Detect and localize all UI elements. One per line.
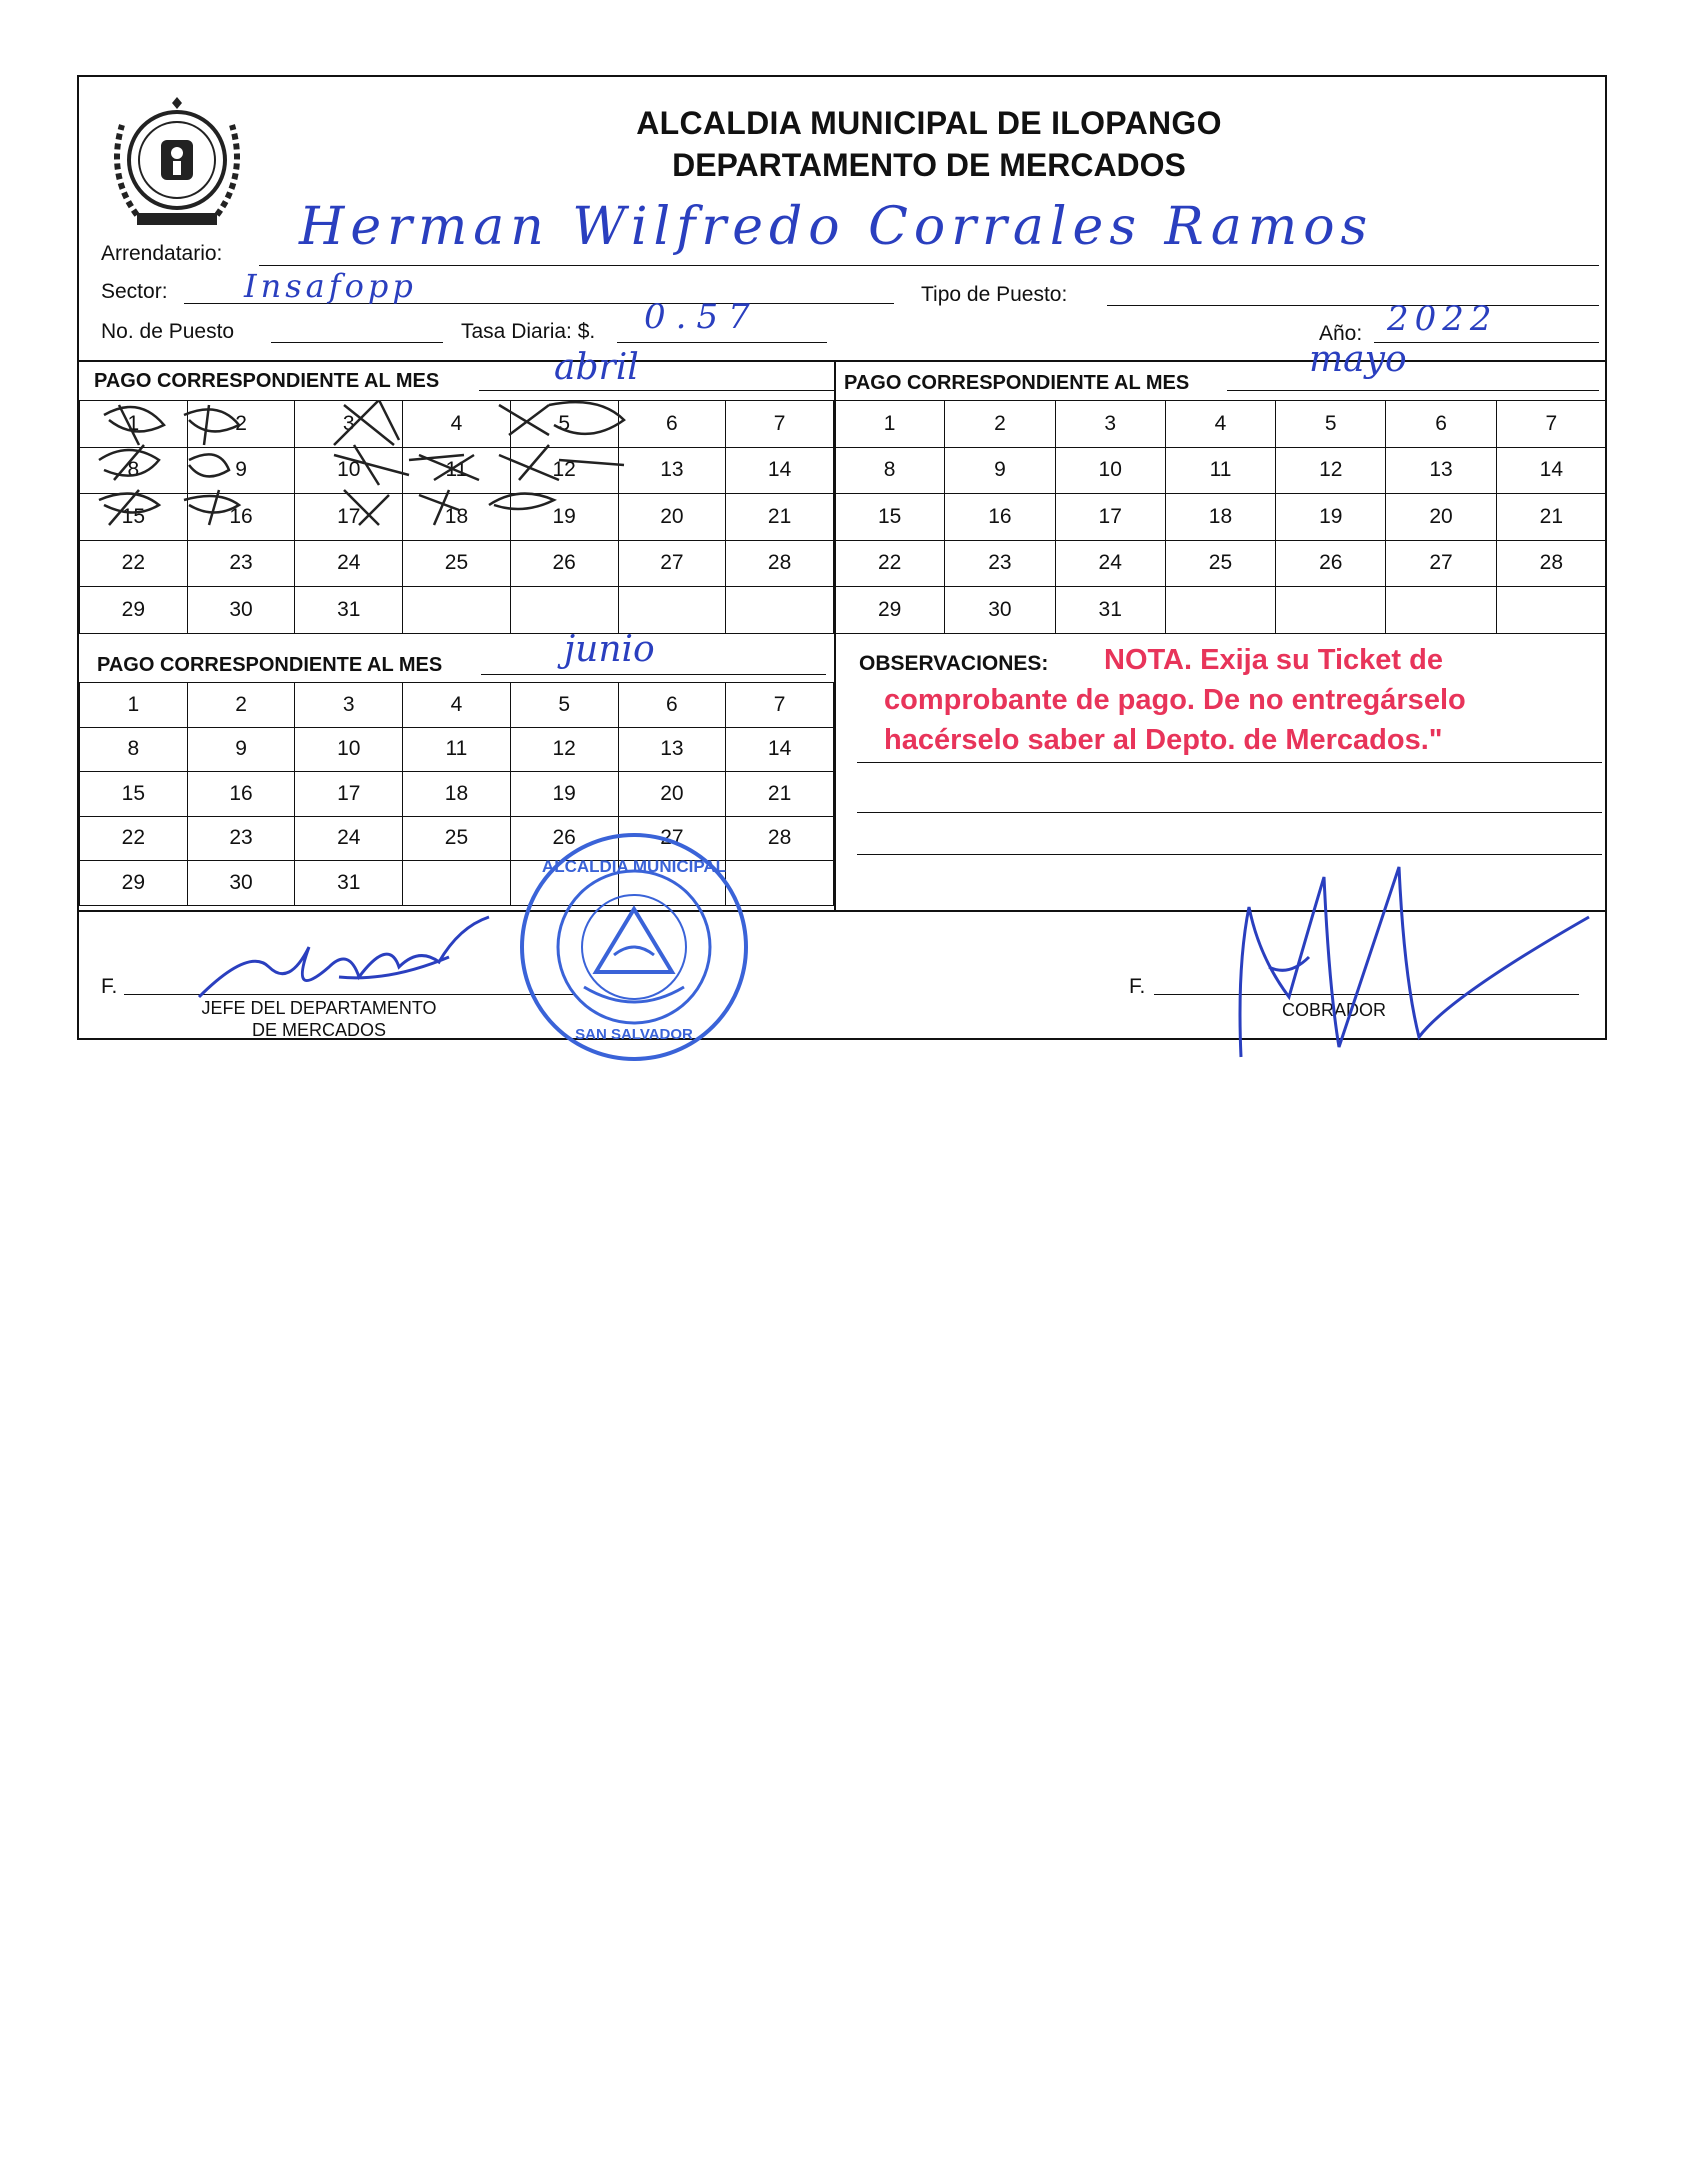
calendar-day-cell: 7 xyxy=(1496,401,1606,448)
calendar-day-cell xyxy=(403,587,511,634)
calendar-day-cell: 5 xyxy=(510,401,618,448)
calendar-week-row xyxy=(80,727,834,772)
calendar-day-cell: 11 xyxy=(1165,447,1275,494)
sig-left-prefix: F. xyxy=(101,975,118,998)
calendar-day-cell: 13 xyxy=(1386,447,1496,494)
header-municipality: ALCALDIA MUNICIPAL DE ILOPANGO xyxy=(636,105,1222,141)
calendar-day-cell: 22 xyxy=(835,540,945,587)
calendar-day-cell: 27 xyxy=(1386,540,1496,587)
calendar-day-cell: 7 xyxy=(726,401,834,448)
calendar-day-cell xyxy=(618,587,726,634)
calendar-day-cell xyxy=(726,587,834,634)
calendar-day-cell: 9 xyxy=(945,447,1055,494)
calendar-day-cell: 12 xyxy=(1276,447,1386,494)
month-3-label: PAGO CORRESPONDIENTE AL MES xyxy=(97,654,443,676)
calendar-day-cell: 14 xyxy=(726,447,834,494)
calendar-week-row xyxy=(835,494,1607,541)
calendar-day-cell: 26 xyxy=(510,540,618,587)
market-payment-card xyxy=(77,75,1607,1043)
calendar-day-cell: 15 xyxy=(835,494,945,541)
arrendatario-handwritten: Herman Wilfredo Corrales Ramos xyxy=(299,197,1374,257)
signature-cobrador xyxy=(1229,847,1609,1067)
calendar-day-cell: 21 xyxy=(726,494,834,541)
calendar-day-cell: 16 xyxy=(945,494,1055,541)
calendar-day-cell: 24 xyxy=(295,540,403,587)
calendar-day-cell: 4 xyxy=(1165,401,1275,448)
calendar-day-cell: 7 xyxy=(726,683,834,728)
calendar-day-cell: 13 xyxy=(618,447,726,494)
month-1-line xyxy=(479,390,834,391)
calendar-day-cell: 22 xyxy=(80,540,188,587)
calendar-day-cell: 2 xyxy=(187,683,295,728)
calendar-day-cell: 2 xyxy=(945,401,1055,448)
no-puesto-line xyxy=(271,342,443,343)
obs-line-1 xyxy=(857,762,1602,763)
calendar-day-cell: 20 xyxy=(1386,494,1496,541)
calendar-day-cell: 1 xyxy=(80,401,188,448)
calendar-day-cell: 27 xyxy=(618,540,726,587)
calendar-day-cell: 9 xyxy=(187,727,295,772)
calendar-day-cell: 30 xyxy=(945,587,1055,634)
calendar-day-cell: 9 xyxy=(187,447,295,494)
observaciones-label: OBSERVACIONES: xyxy=(859,652,1049,675)
calendar-day-cell: 6 xyxy=(1386,401,1496,448)
month-3-line xyxy=(481,674,826,675)
calendar-day-cell: 3 xyxy=(295,401,403,448)
calendar-day-cell: 8 xyxy=(80,447,188,494)
calendar-day-cell: 30 xyxy=(187,587,295,634)
calendar-day-cell: 25 xyxy=(403,540,511,587)
calendar-day-cell: 31 xyxy=(295,587,403,634)
calendar-day-cell: 30 xyxy=(187,861,295,906)
calendar-day-cell xyxy=(1386,587,1496,634)
calendar-day-cell xyxy=(510,587,618,634)
tasa-line xyxy=(617,342,827,343)
sector-handwritten: Insafopp xyxy=(244,267,417,305)
month-2-calendar xyxy=(834,400,1607,634)
tasa-handwritten: 0.57 xyxy=(644,297,760,337)
calendar-day-cell: 29 xyxy=(835,587,945,634)
calendar-day-cell: 8 xyxy=(80,727,188,772)
tasa-label: Tasa Diaria: $. xyxy=(461,320,596,343)
calendar-day-cell: 4 xyxy=(403,683,511,728)
obs-line-2 xyxy=(857,812,1602,813)
calendar-day-cell: 21 xyxy=(726,772,834,817)
svg-text:SAN SALVADOR: SAN SALVADOR xyxy=(575,1026,693,1043)
svg-text:ALCALDIA MUNICIPAL: ALCALDIA MUNICIPAL xyxy=(541,857,727,876)
calendar-day-cell: 16 xyxy=(187,494,295,541)
anio-label: Año: xyxy=(1319,322,1363,345)
calendar-day-cell: 6 xyxy=(618,401,726,448)
calendar-day-cell: 23 xyxy=(187,540,295,587)
calendar-day-cell: 18 xyxy=(403,772,511,817)
calendar-day-cell: 1 xyxy=(80,683,188,728)
calendar-day-cell: 3 xyxy=(295,683,403,728)
calendar-day-cell: 2 xyxy=(187,401,295,448)
month-1-label: PAGO CORRESPONDIENTE AL MES xyxy=(94,370,440,392)
calendar-day-cell: 31 xyxy=(295,861,403,906)
calendar-day-cell: 28 xyxy=(1496,540,1606,587)
month-1-handwritten: abril xyxy=(554,347,639,388)
calendar-day-cell: 31 xyxy=(1055,587,1165,634)
tipo-puesto-line xyxy=(1107,305,1599,306)
tipo-puesto-label: Tipo de Puesto: xyxy=(921,283,1068,306)
calendar-day-cell: 11 xyxy=(403,447,511,494)
calendar-day-cell: 10 xyxy=(295,727,403,772)
calendar-day-cell: 29 xyxy=(80,861,188,906)
calendar-day-cell: 3 xyxy=(1055,401,1165,448)
sig-left-title-1: JEFE DEL DEPARTAMENTO xyxy=(201,998,437,1018)
calendar-day-cell: 23 xyxy=(945,540,1055,587)
calendar-day-cell: 10 xyxy=(1055,447,1165,494)
calendar-day-cell: 4 xyxy=(403,401,511,448)
arrendatario-label: Arrendatario: xyxy=(101,242,223,265)
calendar-day-cell: 11 xyxy=(403,727,511,772)
calendar-week-row xyxy=(835,540,1607,587)
calendar-day-cell xyxy=(403,861,511,906)
calendar-week-row xyxy=(835,447,1607,494)
anio-line xyxy=(1374,342,1599,343)
calendar-day-cell: 6 xyxy=(618,683,726,728)
calendar-day-cell xyxy=(1496,587,1606,634)
calendar-day-cell: 21 xyxy=(1496,494,1606,541)
calendar-week-row xyxy=(80,683,834,728)
calendar-day-cell: 28 xyxy=(726,816,834,861)
calendar-day-cell: 29 xyxy=(80,587,188,634)
calendar-day-cell: 20 xyxy=(618,772,726,817)
calendar-day-cell: 8 xyxy=(835,447,945,494)
calendar-day-cell: 19 xyxy=(1276,494,1386,541)
calendar-day-cell: 26 xyxy=(1276,540,1386,587)
calendar-day-cell: 17 xyxy=(295,494,403,541)
calendar-day-cell: 25 xyxy=(1165,540,1275,587)
calendar-day-cell: 25 xyxy=(403,816,511,861)
calendar-day-cell: 23 xyxy=(187,816,295,861)
calendar-day-cell xyxy=(1276,587,1386,634)
sig-left-title-2: DE MERCADOS xyxy=(251,1020,386,1040)
calendar-day-cell: 14 xyxy=(726,727,834,772)
month-2-handwritten: mayo xyxy=(1309,339,1407,380)
calendar-day-cell: 15 xyxy=(80,494,188,541)
no-puesto-label: No. de Puesto xyxy=(101,320,235,343)
calendar-day-cell: 5 xyxy=(510,683,618,728)
sig-right-title: COBRADOR xyxy=(1281,1000,1386,1020)
calendar-week-row xyxy=(80,772,834,817)
nota-line-1: NOTA. Exija su Ticket de xyxy=(1104,644,1443,676)
payment-marks-april xyxy=(79,400,834,540)
anio-handwritten: 2022 xyxy=(1387,299,1498,339)
month-2-line xyxy=(1227,390,1599,391)
sig-right-prefix: F. xyxy=(1129,975,1146,998)
calendar-day-cell: 18 xyxy=(403,494,511,541)
signature-jefe xyxy=(189,907,509,1017)
calendar-day-cell: 24 xyxy=(295,816,403,861)
calendar-week-row xyxy=(80,587,834,634)
calendar-day-cell: 15 xyxy=(80,772,188,817)
nota-line-2: comprobante de pago. De no entregárselo xyxy=(884,684,1466,716)
calendar-day-cell: 22 xyxy=(80,816,188,861)
sector-label: Sector: xyxy=(101,280,168,303)
header-department: DEPARTAMENTO DE MERCADOS xyxy=(672,147,1186,183)
calendar-week-row xyxy=(835,587,1607,634)
calendar-day-cell: 28 xyxy=(726,540,834,587)
municipal-seal-logo xyxy=(97,85,257,235)
calendar-day-cell: 17 xyxy=(295,772,403,817)
calendar-day-cell: 14 xyxy=(1496,447,1606,494)
calendar-day-cell: 19 xyxy=(510,494,618,541)
calendar-day-cell: 26 xyxy=(510,816,618,861)
nota-line-3: hacérselo saber al Depto. de Mercados." xyxy=(884,724,1443,756)
calendar-day-cell: 5 xyxy=(1276,401,1386,448)
arrendatario-line xyxy=(259,265,1599,266)
calendar-day-cell: 13 xyxy=(618,727,726,772)
calendar-day-cell: 24 xyxy=(1055,540,1165,587)
calendar-day-cell: 19 xyxy=(510,772,618,817)
calendar-day-cell: 18 xyxy=(1165,494,1275,541)
calendar-day-cell: 12 xyxy=(510,447,618,494)
calendar-day-cell: 16 xyxy=(187,772,295,817)
calendar-day-cell: 1 xyxy=(835,401,945,448)
calendar-day-cell: 20 xyxy=(618,494,726,541)
calendar-week-row xyxy=(835,401,1607,448)
calendar-day-cell xyxy=(1165,587,1275,634)
calendar-day-cell: 10 xyxy=(295,447,403,494)
calendar-day-cell: 27 xyxy=(618,816,726,861)
official-stamp xyxy=(514,827,754,1067)
month-3-handwritten: junio xyxy=(564,629,655,670)
month-2-label: PAGO CORRESPONDIENTE AL MES xyxy=(844,372,1190,394)
calendar-day-cell: 12 xyxy=(510,727,618,772)
calendar-week-row xyxy=(80,540,834,587)
calendar-day-cell: 17 xyxy=(1055,494,1165,541)
